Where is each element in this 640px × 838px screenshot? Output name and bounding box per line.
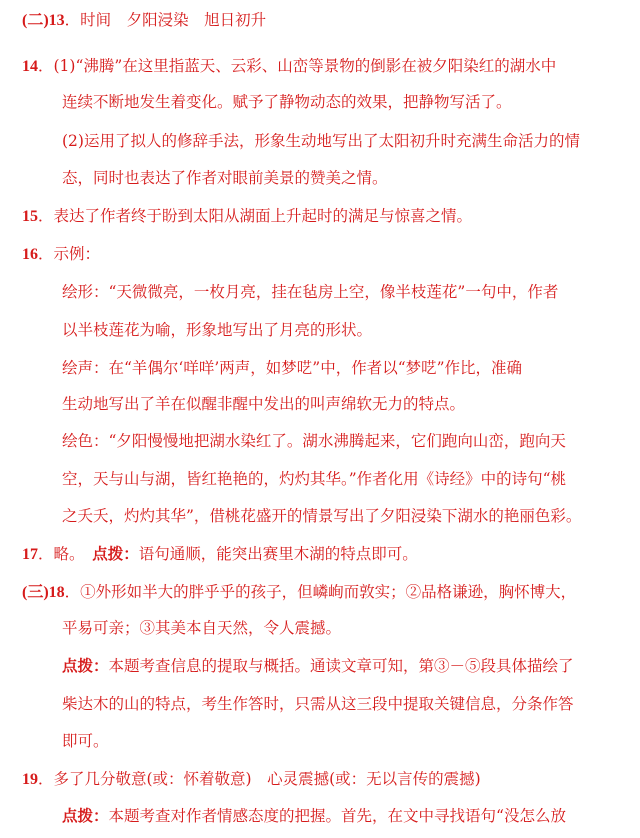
answer-line <box>62 320 372 340</box>
answer-text: 以半枝莲花为喻，形象地写出了月亮的形状。 <box>62 321 373 339</box>
answer-text: ．①外形如半大的胖乎乎的孩子，但嶙峋而敦实；②品格谦逊，胸怀博大， <box>64 583 577 601</box>
question-number: 17 <box>22 546 38 563</box>
answer-text: 绘声：在“羊偶尔‘咩咩’两声，如梦呓”中，作者以“梦呓”作比，准确 <box>62 359 523 377</box>
hint-label: 点拨： <box>92 544 139 563</box>
answer-line <box>62 394 465 414</box>
hint-label: 点拨： <box>62 806 109 825</box>
answer-line <box>62 431 566 451</box>
question-number: (三)18 <box>22 584 65 601</box>
answer-line <box>62 92 512 112</box>
answer-text: 绘形：“天微微亮，一枚月亮，挂在毡房上空，像半枝莲花”一句中，作者 <box>62 283 559 301</box>
answer-text: ．略。 <box>38 545 93 563</box>
answer-text: (2)运用了拟人的修辞手法，形象生动地写出了太阳初升时充满生命活力的情 <box>62 132 580 150</box>
answer-line <box>62 506 581 526</box>
question-number: 14 <box>22 58 38 75</box>
answer-text: ．表达了作者终于盼到太阳从湖面上升起时的满足与惊喜之情。 <box>38 207 473 225</box>
answer-line <box>62 168 388 188</box>
answer-text: 空，天与山与湖，皆红艳艳的，灼灼其华。”作者化用《诗经》中的诗句“桃 <box>62 470 567 488</box>
answer-text: 本题考查信息的提取与概括。通读文章可知，第③－⑤段具体描绘了 <box>108 657 574 675</box>
answer-text: 绘色：“夕阳慢慢地把湖水染红了。湖水沸腾起来，它们跑向山峦，跑向天 <box>62 432 566 450</box>
question-number: 15 <box>22 208 38 225</box>
question-number: 16 <box>22 246 38 263</box>
answer-line <box>22 769 481 790</box>
answer-text: 连续不断地发生着变化。赋予了静物动态的效果，把静物写活了。 <box>62 93 512 111</box>
answer-text: 即可。 <box>62 732 109 750</box>
answer-text: 态，同时也表达了作者对眼前美景的赞美之情。 <box>62 169 388 187</box>
answer-text: 语句通顺，能突出赛里木湖的特点即可。 <box>138 545 418 563</box>
answer-line <box>22 244 100 265</box>
answer-text: 平易可亲；③其美本自天然，令人震撼。 <box>62 619 342 637</box>
answer-line <box>22 544 418 565</box>
answer-text: 柴达木的山的特点，考生作答时，只需从这三段中提取关键信息，分条作答 <box>62 695 574 713</box>
answer-text: ．(1)“沸腾”在这里指蓝天、云彩、山峦等景物的倒影在被夕阳染红的湖水中 <box>38 57 557 75</box>
answer-line <box>62 806 566 826</box>
answer-line <box>62 358 522 378</box>
hint-label: 点拨： <box>62 656 109 675</box>
answer-line <box>22 56 556 77</box>
question-number: (二)13 <box>22 12 65 29</box>
answer-text: 生动地写出了羊在似醒非醒中发出的叫声绵软无力的特点。 <box>62 395 466 413</box>
answer-line <box>22 10 266 31</box>
answer-line <box>62 131 580 151</box>
answer-line <box>62 469 566 489</box>
answer-line <box>22 206 472 227</box>
answer-line <box>22 582 576 603</box>
answer-text: 之夭夭，灼灼其华”，借桃花盛开的情景写出了夕阳浸染下湖水的艳丽色彩。 <box>62 507 582 525</box>
answer-text: ．时间 夕阳浸染 旭日初升 <box>64 11 267 29</box>
question-number: 19 <box>22 771 38 788</box>
answer-text: ．示例： <box>38 245 101 263</box>
answer-line <box>62 656 574 676</box>
answer-line <box>62 731 109 751</box>
answer-text: ．多了几分敬意(或：怀着敬意) 心灵震撼(或：无以言传的震撼) <box>38 770 481 788</box>
answer-text: 本题考查对作者情感态度的把握。首先，在文中寻找语句“没怎么放 <box>108 807 566 825</box>
answer-line <box>62 694 574 714</box>
answer-line <box>62 618 341 638</box>
answer-line <box>62 282 558 302</box>
